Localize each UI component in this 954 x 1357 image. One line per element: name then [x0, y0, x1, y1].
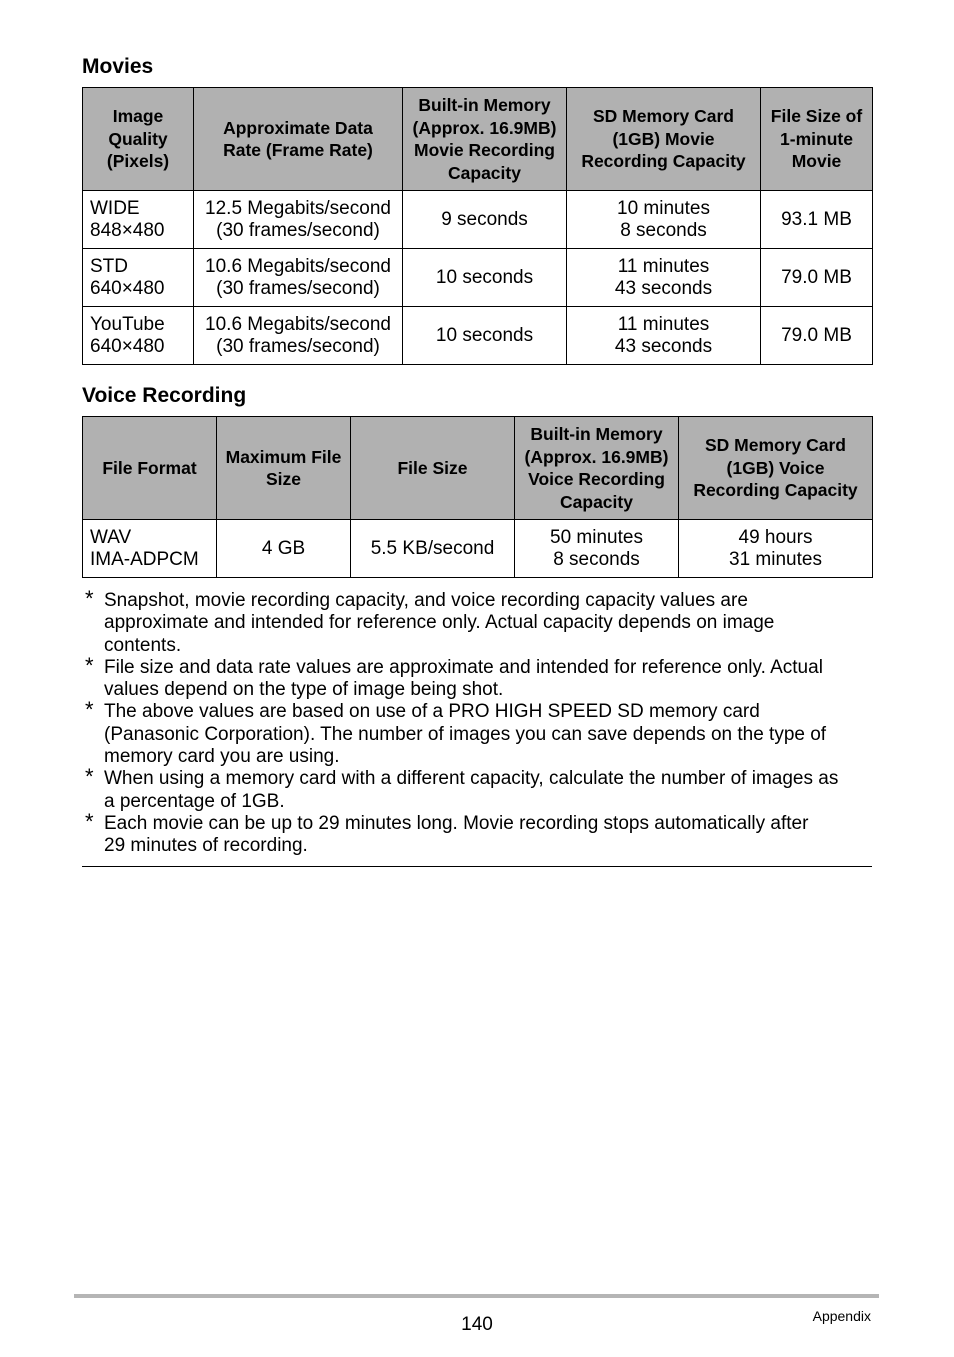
maximum-file-size-cell: 4 GB: [217, 520, 351, 578]
asterisk-marker: *: [85, 697, 94, 723]
sd-capacity-cell: 11 minutes 43 seconds: [567, 307, 761, 365]
file-size-cell: 5.5 KB/second: [351, 520, 515, 578]
asterisk-marker: *: [85, 586, 94, 611]
footer-section-label: Appendix: [812, 1308, 871, 1324]
footer-divider: [74, 1294, 879, 1298]
voice-header-row: [83, 417, 873, 520]
page-number: 140: [461, 1314, 493, 1335]
image-quality-cell: STD 640×480: [83, 249, 194, 307]
section-divider: [82, 866, 872, 867]
file-size-cell: 79.0 MB: [761, 249, 873, 307]
builtin-capacity-cell: 50 minutes 8 seconds: [515, 520, 679, 578]
header-file-size: File Size: [351, 417, 515, 520]
asterisk-marker: *: [85, 652, 94, 678]
header-image-quality: Image Quality (Pixels): [83, 88, 194, 191]
movies-header-row: [83, 88, 873, 191]
file-size-cell: 79.0 MB: [761, 307, 873, 365]
builtin-capacity-cell: 9 seconds: [403, 191, 567, 249]
footnote-item: * When using a memory card with a different capacity, calculate the number of images as a percentage of 1GB.: [85, 764, 839, 812]
sd-capacity-cell: 49 hours 31 minutes: [679, 520, 873, 578]
image-quality-cell: YouTube 640×480: [83, 307, 194, 365]
header-maximum-file-size: Maximum File Size: [217, 417, 351, 520]
table-row: [83, 520, 873, 578]
header-sd-capacity: SD Memory Card (1GB) Movie Recording Capacity: [567, 88, 761, 191]
data-rate-cell: 10.6 Megabits/second (30 frames/second): [194, 307, 403, 365]
footnote-item: * Each movie can be up to 29 minutes long. Movie recording stops automatically after 29 minutes of recording.: [85, 808, 809, 857]
file-size-cell: 93.1 MB: [761, 191, 873, 249]
footnote-item: * Snapshot, movie recording capacity, and voice recording capacity values are approximate and intended for reference only. Actual capacity depends on image contents.: [85, 586, 775, 656]
table-row: [83, 191, 873, 249]
data-rate-cell: 10.6 Megabits/second (30 frames/second): [194, 249, 403, 307]
sd-capacity-cell: 10 minutes 8 seconds: [567, 191, 761, 249]
asterisk-marker: *: [85, 764, 94, 790]
table-row: [83, 307, 873, 365]
voice-recording-heading: Voice Recording: [82, 384, 247, 407]
file-format-cell: WAV IMA-ADPCM: [83, 520, 217, 578]
asterisk-marker: *: [85, 808, 94, 834]
header-file-size: File Size of 1-minute Movie: [761, 88, 873, 191]
data-rate-cell: 12.5 Megabits/second (30 frames/second): [194, 191, 403, 249]
header-data-rate: Approximate Data Rate (Frame Rate): [194, 88, 403, 191]
footnote-item: * The above values are based on use of a PRO HIGH SPEED SD memory card (Panasonic Corporation). The number of images you can save depends on the type of memory card you are using.: [85, 697, 827, 768]
footnote-item: * File size and data rate values are approximate and intended for reference only. Actual values depend on the type of image being shot.: [85, 652, 823, 701]
header-sd-capacity: SD Memory Card (1GB) Voice Recording Capacity: [679, 417, 873, 520]
builtin-capacity-cell: 10 seconds: [403, 249, 567, 307]
footnotes-list: [82, 586, 872, 858]
movies-table: [82, 87, 873, 365]
header-builtin-capacity: Built-in Memory (Approx. 16.9MB) Movie Recording Capacity: [403, 88, 567, 191]
voice-recording-table: [82, 416, 873, 578]
sd-capacity-cell: 11 minutes 43 seconds: [567, 249, 761, 307]
image-quality-cell: WIDE 848×480: [83, 191, 194, 249]
table-row: [83, 249, 873, 307]
movies-heading: Movies: [82, 55, 154, 78]
header-file-format: File Format: [83, 417, 217, 520]
builtin-capacity-cell: 10 seconds: [403, 307, 567, 365]
header-builtin-capacity: Built-in Memory (Approx. 16.9MB) Voice Recording Capacity: [515, 417, 679, 520]
